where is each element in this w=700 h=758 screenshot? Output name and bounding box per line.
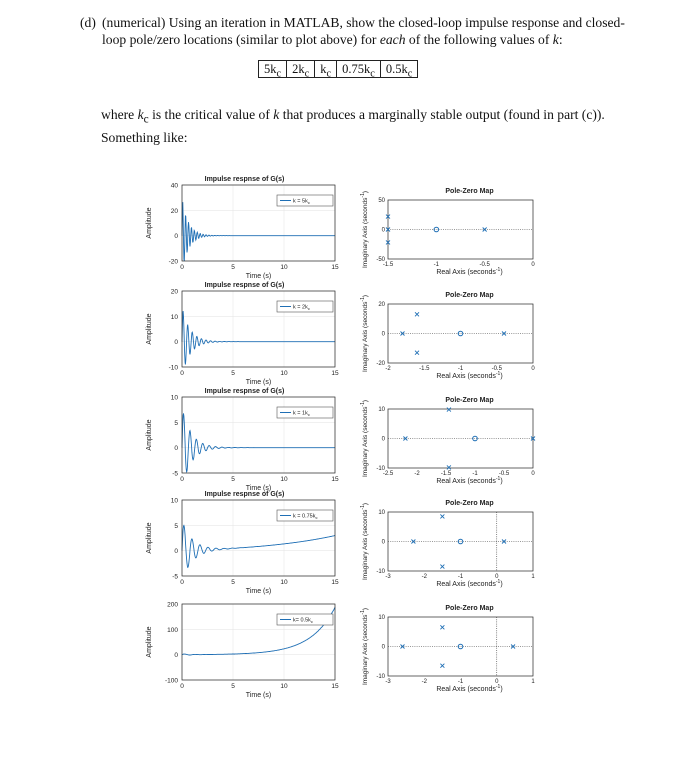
x-axis-label: Time (s)	[245, 588, 272, 595]
x-tick-label: -1	[472, 471, 478, 477]
y-tick-label: 50	[378, 198, 385, 204]
x-tick-label: -1	[433, 262, 440, 268]
x-tick-label: 0	[180, 683, 184, 690]
where-paragraph: where $k_c$ is the critical value of k that produces a marginally stable output (found in part (c)). Something like:	[101, 107, 605, 145]
x-tick-label: 0	[531, 471, 535, 477]
x-tick-label: -2	[385, 366, 391, 372]
y-axis-label: Imaginary Axis (seconds$^{-1}$)	[360, 190, 369, 269]
x-tick-label: 0	[531, 366, 535, 372]
x-axis-label: Time (s)	[245, 692, 272, 699]
impulse-response-line	[182, 311, 335, 365]
impulse-response-line	[182, 526, 335, 568]
pole-marker	[440, 664, 444, 668]
question-each: each	[379, 32, 406, 47]
y-axis-label: Amplitude	[146, 626, 153, 658]
x-axis-label: Time (s)	[245, 379, 272, 386]
y-axis-label: Imaginary Axis (seconds$^{-1}$)	[360, 294, 369, 373]
x-tick-label: -3	[385, 679, 391, 685]
plot-title: Pole-Zero Map	[445, 605, 494, 612]
y-tick-label: -50	[376, 257, 385, 263]
y-tick-label: 0	[381, 331, 385, 338]
plot-title: Impulse respnse of G(s)	[204, 388, 285, 395]
y-tick-label: 0	[381, 644, 385, 651]
y-tick-label: 100	[167, 626, 178, 634]
x-tick-label: -1	[457, 574, 464, 580]
y-tick-label: 0	[381, 436, 385, 443]
something-like: Something like:	[101, 129, 188, 145]
x-tick-label: 5	[231, 579, 235, 586]
x-axis-label: Real Axis (seconds$^{-1}$)	[436, 579, 503, 588]
y-axis-label: Amplitude	[146, 207, 153, 239]
k-value-cell: $0.5k_c$	[385, 62, 413, 80]
y-tick-label: 10	[170, 313, 178, 321]
y-tick-label: -10	[168, 364, 178, 372]
plot-title: Impulse respnse of G(s)	[204, 176, 285, 183]
y-axis-label: Imaginary Axis (seconds$^{-1}$)	[360, 607, 369, 686]
x-tick-label: 15	[331, 370, 339, 377]
y-tick-label: 10	[378, 510, 385, 516]
y-tick-label: 10	[378, 615, 385, 621]
plot-title: Impulse respnse of G(s)	[204, 491, 285, 498]
y-axis-label: Imaginary Axis (seconds$^{-1}$)	[360, 502, 369, 581]
x-tick-label: 1	[531, 679, 535, 685]
x-tick-label: 10	[280, 683, 288, 690]
y-tick-label: 40	[170, 182, 178, 190]
x-tick-label: 0	[180, 370, 184, 377]
y-tick-label: 10	[378, 407, 385, 413]
x-tick-label: 0	[495, 574, 499, 580]
y-axis-label: Imaginary Axis (seconds$^{-1}$)	[360, 399, 369, 478]
y-tick-label: -10	[376, 466, 385, 472]
x-axis-label: Time (s)	[245, 485, 272, 492]
y-tick-label: -10	[376, 674, 385, 680]
x-tick-label: -0.5	[498, 471, 510, 477]
x-tick-label: 10	[280, 264, 288, 271]
x-axis-label: Real Axis (seconds$^{-1}$)	[436, 371, 503, 380]
x-tick-label: 5	[231, 370, 235, 377]
legend-label: $k = 0.75k_c$	[293, 513, 318, 520]
x-tick-label: 0	[531, 262, 535, 268]
x-tick-label: 15	[331, 579, 339, 586]
y-tick-label: 20	[170, 288, 178, 296]
k-value-cell: $5k_c$	[259, 61, 287, 77]
x-tick-label: -1	[457, 679, 464, 685]
k-value-cell: $2k_c$	[287, 61, 315, 77]
y-tick-label: 0	[174, 339, 178, 347]
y-axis-label: Amplitude	[146, 313, 153, 345]
legend-label: $k = 2k_c$	[293, 304, 310, 311]
x-tick-label: 5	[231, 476, 235, 483]
x-tick-label: -1	[457, 366, 464, 372]
y-tick-label: 10	[170, 497, 178, 505]
x-tick-label: 1	[531, 574, 535, 580]
x-tick-label: 15	[331, 476, 339, 483]
x-tick-label: -3	[385, 574, 391, 580]
pole-marker	[440, 625, 444, 629]
x-tick-label: 0	[180, 476, 184, 483]
x-axis-label: Real Axis (seconds$^{-1}$)	[436, 476, 503, 485]
plot-title: Pole-Zero Map	[445, 397, 494, 404]
x-tick-label: 0	[180, 264, 184, 271]
question-line-2b: of the following values of	[405, 32, 553, 47]
y-axis-label: Amplitude	[146, 419, 153, 451]
x-tick-label: -2	[421, 679, 427, 685]
x-tick-label: 0	[495, 679, 499, 685]
plot-title: Pole-Zero Map	[445, 188, 494, 195]
x-tick-label: -2	[414, 471, 420, 477]
y-tick-label: 20	[170, 207, 178, 215]
x-tick-label: -0.5	[491, 366, 502, 372]
pole-marker	[447, 465, 451, 469]
y-tick-label: 0	[174, 652, 178, 660]
x-axis-label: Real Axis (seconds$^{-1}$)	[436, 684, 503, 693]
legend-label: $k= 0.5k_c$	[293, 617, 313, 624]
pole-marker	[447, 408, 451, 412]
plot-title: Pole-Zero Map	[445, 500, 494, 507]
pole-marker	[440, 514, 444, 518]
y-tick-label: 20	[378, 302, 385, 308]
x-tick-label: -2.5	[382, 471, 394, 477]
x-tick-label: 5	[231, 264, 235, 271]
x-tick-label: 10	[280, 476, 288, 483]
x-tick-label: 15	[331, 683, 339, 690]
y-tick-label: -20	[168, 258, 178, 266]
question-k: k	[552, 32, 559, 47]
x-tick-label: -0.5	[479, 262, 490, 268]
y-tick-label: 0	[381, 227, 385, 234]
legend-label: $k = 1k_c$	[293, 410, 310, 417]
pole-marker	[415, 351, 419, 355]
x-tick-label: 10	[280, 579, 288, 586]
k-value-cell: $k_c$	[315, 61, 337, 77]
y-tick-label: 0	[174, 233, 178, 241]
y-tick-label: -20	[376, 361, 385, 367]
legend-label: $k = 5k_c$	[293, 198, 310, 205]
y-tick-label: 0	[174, 445, 178, 453]
x-tick-label: 5	[231, 683, 235, 690]
question-line-2c: :	[558, 32, 563, 47]
plot-title: Impulse respnse of G(s)	[204, 282, 285, 289]
question-line-1: (numerical) Using an iteration in MATLAB, show the closed-loop impulse response and closed-	[102, 15, 625, 30]
y-tick-label: -5	[172, 573, 178, 581]
y-tick-label: 10	[170, 394, 178, 402]
y-tick-label: -10	[376, 569, 385, 575]
y-tick-label: 0	[381, 539, 385, 546]
x-tick-label: -2	[421, 574, 427, 580]
y-tick-label: -100	[164, 677, 178, 685]
y-tick-label: -5	[172, 470, 178, 478]
k-value-cell: $0.75k_c$	[337, 61, 381, 77]
x-tick-label: -1.5	[419, 366, 430, 372]
impulse-response-line	[182, 202, 335, 261]
pole-marker	[415, 312, 419, 316]
x-tick-label: 15	[331, 264, 339, 271]
y-tick-label: 200	[167, 601, 178, 609]
y-tick-label: 0	[174, 548, 178, 556]
x-tick-label: 0	[180, 579, 184, 586]
x-axis-label: Real Axis (seconds$^{-1}$)	[436, 267, 503, 276]
x-axis-label: Time (s)	[245, 273, 272, 280]
plot-title: Pole-Zero Map	[445, 292, 494, 299]
pole-marker	[440, 565, 444, 569]
x-tick-label: 10	[280, 370, 288, 377]
y-axis-label: Amplitude	[146, 522, 153, 554]
question-label: (d)	[80, 15, 96, 30]
x-tick-label: -1.5	[440, 471, 452, 477]
y-tick-label: 5	[174, 522, 178, 530]
x-tick-label: -1.5	[382, 262, 394, 268]
question-line-2a: loop pole/zero locations (similar to plot above) for	[102, 32, 380, 47]
y-tick-label: 5	[174, 419, 178, 427]
